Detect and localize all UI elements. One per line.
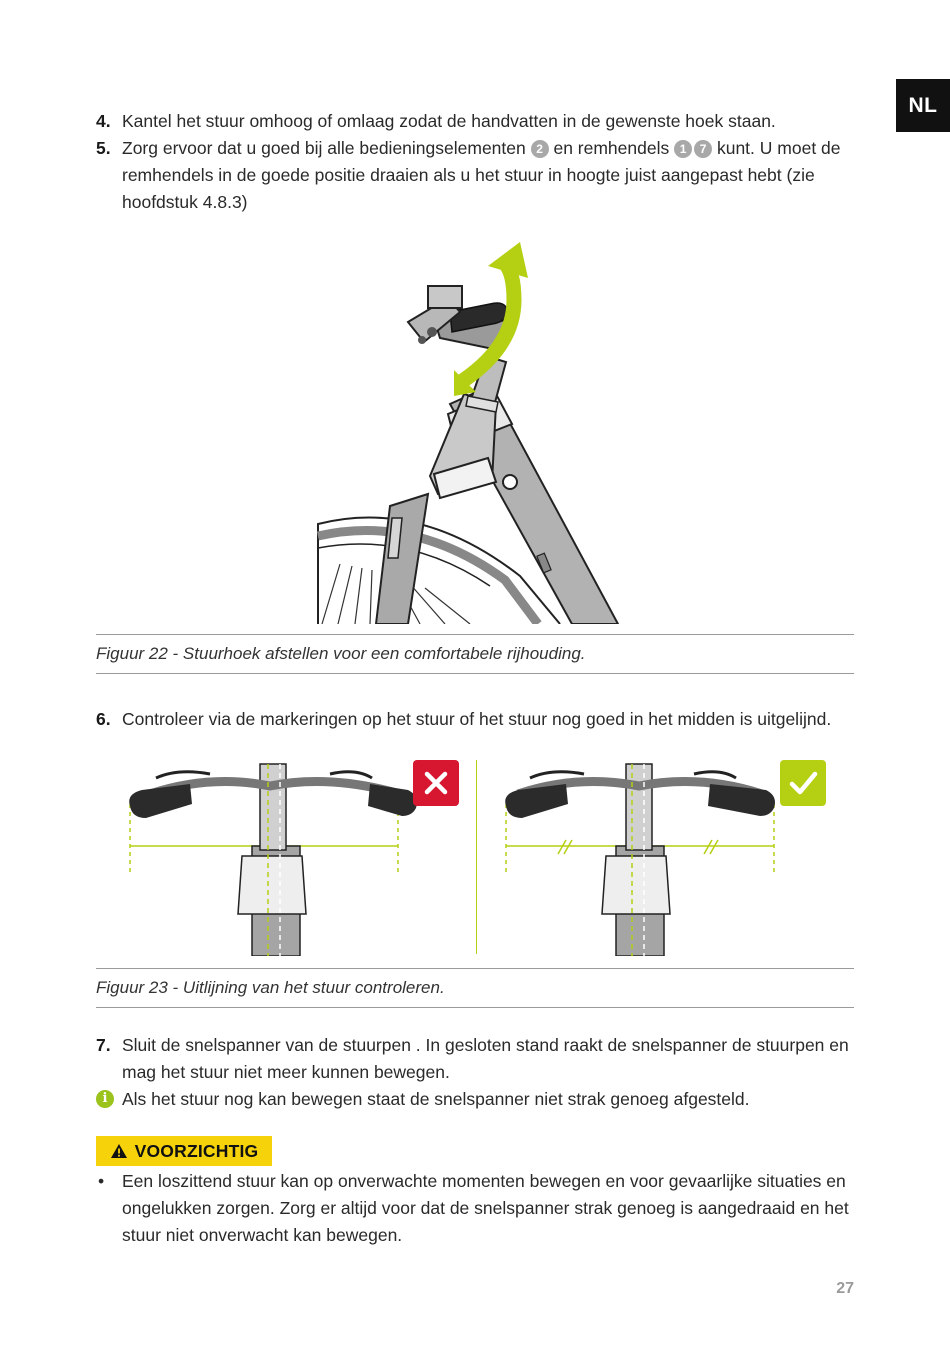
info-note [96, 1086, 856, 1113]
info-icon: i [96, 1090, 114, 1108]
step-text-part: kunt. U moet de remhendels in de goede positie draaien als u het stuur in hoogte juist aangepast hebt (zie hoofdstuk 4.8.3) [122, 138, 841, 212]
step-7 [96, 1032, 856, 1086]
handlebar-angle-illustration [300, 236, 640, 624]
warning-triangle-icon [110, 1143, 128, 1159]
step-number: 7. [96, 1035, 111, 1055]
language-tab: NL [896, 79, 950, 132]
control-number-badge: 2 [531, 140, 549, 158]
caution-label [96, 1136, 272, 1166]
step-number: 5. [96, 138, 111, 158]
warning-text: Een loszittend stuur kan op onverwachte momenten bewegen en voor gevaarlijke situaties en ongelukken zorgen. Zorg er altijd voor dat de snelspanner strak genoeg is aangedraaid en het stuur niet onverwacht kan bewegen. [122, 1171, 849, 1245]
figure-22-caption: Figuur 22 - Stuurhoek afstellen voor een comfortabele rijhouding. [96, 634, 854, 674]
step-text: Kantel het stuur omhoog of omlaag zodat de handvatten in de gewenste hoek staan. [122, 111, 776, 131]
figure-23-caption: Figuur 23 - Uitlijning van het stuur controleren. [96, 968, 854, 1008]
brake-lever-number-badge: 1 [674, 140, 692, 158]
step-text [122, 135, 856, 216]
caution-label-text: VOORZICHTIG [134, 1140, 259, 1161]
step-text-part: en remhendels [548, 138, 675, 158]
warning-bullet [96, 1168, 856, 1249]
step-number: 6. [96, 709, 111, 729]
info-note-text: Als het stuur nog kan bewegen staat de snelspanner niet strak genoeg afgesteld. [122, 1089, 750, 1109]
wrong-cross-icon [413, 760, 459, 806]
page-number: 27 [836, 1280, 854, 1297]
step-text: Sluit de snelspanner van de stuurpen . In gesloten stand raakt de snelspanner de stuurpen en mag het stuur niet meer kunnen bewegen. [122, 1035, 849, 1082]
step-6 [96, 706, 856, 733]
handlebar-aligned-illustration [496, 756, 786, 956]
step-text-part: Zorg ervoor dat u goed bij alle bedieningselementen [122, 138, 531, 158]
bullet-dot: • [98, 1171, 105, 1191]
correct-check-icon [780, 760, 826, 806]
figure-divider [476, 760, 477, 954]
brake-lever-number-badge: 7 [694, 140, 712, 158]
step-number: 4. [96, 111, 111, 131]
step-4 [96, 108, 856, 135]
step-5 [96, 135, 856, 216]
step-text: Controleer via de markeringen op het stuur of het stuur nog goed in het midden is uitgelijnd. [122, 709, 832, 729]
